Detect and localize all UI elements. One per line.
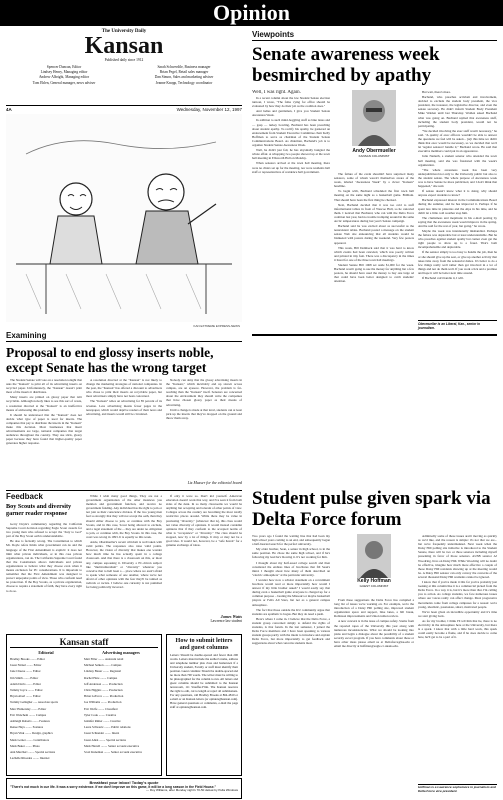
staff-entry: Renee Hays ........ Features: [10, 725, 44, 730]
quote-box-title: Breakfast your inbox! Today's quote: [89, 780, 159, 785]
staff-entry: Ann Marchert ........ Special sections: [10, 750, 56, 755]
column-paragraph: Maybe the week was intentionally mishandled. Perhaps the failure was deplorable but at least understandable. But he who preaches against student apathy but cannot even get the right people to show up is a fraud. That's both incomprehensible and deplorable.: [418, 229, 497, 250]
masthead-staff-line: Spencer Duncan, Editor: [46, 65, 82, 69]
column-paragraph: Bachand, who preaches activism and involvement, decided to exclude the student body president, the vice president, the treasurer, the legislative director, and even the senate secretary. He didn't inform Student Body President Mike Walden until last Thursday. Walden asked Bachand what was going on. Bachand replied that awareness stuff, including the student body president, would not be participating.: [418, 95, 497, 128]
column-paragraph: In addition to such mind-boggling stuff as bike lanes and — gasp — turkey bowling, Bachand has been preaching about student apathy. To rectify his apathy, he garnered an endorsement from Student Executive Committee chair Kelly Hoffman to serve as chairman of the Student Senate Communications Board. As chairman, Bachand's job is to organize Student Senate Awareness Week.: [252, 118, 330, 148]
feedback-label: Feedback: [6, 492, 43, 501]
staff-entry: Mark Harrell ........ Senior account executive: [84, 743, 140, 748]
date-line: Wednesday, November 12, 1997: [176, 107, 242, 112]
guest-headline: Student pulse given spark via Delta Force forum: [252, 488, 491, 530]
guest-paragraph: The fact that those outside the KU community argue that students are apathetic is bogus. But they do need a push.: [252, 607, 330, 616]
editorial-body-col2: [86, 378, 162, 486]
column-paragraph: Well, he didn't just fail, he has abysmally bungled the whole affair. A whopping two people showed up at the town hall meeting in Ellsworth Hall on Monday.: [252, 148, 330, 161]
staff-entry: Marc Hamersley ........ Editor: [10, 706, 47, 711]
staff-entry: Jim Smith ........ Editor: [10, 675, 39, 680]
quote-text: "There's not much in our life. It was a sorry existence. If we don't improve on this game, it will be a long season in the Field House.": [10, 785, 217, 789]
guest-paragraph: Admittedly some of these issues aren't moving as quickly as we'd like, and the reason is simple: it's not that we are... but we're frequently undermanned. Next week when the Daisy Hill polling site initiative is introduced to the Student Senate, there will be two or three senators including myself presenting in favor of those senators. AUSB senator AJ Woodring, lives on Daisy Hill. While Woodring will no doubt be effective, imagine how much more effective a couple of those Daisy Hill residents showing up at the meeting would be. A Daisy Hill senator can only convey the concerns of the several thousand Daisy Hill residents cannot be ignored.: [418, 534, 497, 579]
editorial-paragraph: Many inserts are printed on glossy paper that isn't recyclable. Although nobody likes to see this sort of waste, a resolution directed at the "Kansan" is an ineffective means of addressing this problem.: [6, 395, 82, 412]
dateline-rule: [6, 105, 242, 106]
column-paragraph: "We decided involving the exec staff wasn't necessary," he said. "A quality of exec officers wouldn't be able to answer the questions we feel will be asked... [A]t this time we didn't think that exec would be necessary, so we decided that we'd let 'regular senators' handle it," Bachand wrote. He said that executive members could put in an appearance.: [418, 128, 497, 154]
editorial-body-col3: [166, 378, 242, 478]
guest-paragraph: We've been given an incredible opportunity and it's time we start giving back.: [418, 609, 497, 618]
editorial-paragraph: A resolution directed at the "Kansan" is not likely to change the marketing strategies of national companies. In the past, the "Kansan" has offered a discount to advertisers who chose to print their inserts on recyclable paper, but most advertisers simply have not been concerned.: [86, 378, 162, 399]
column-paragraph: In a recent column about the low Student Senate election turnout, I wrote, "The folks vying for office should be evaluated by how they do their job as the coalition does.": [252, 96, 330, 109]
guest-paragraph: A new concern is in the issue of campus safety. Stems from the reported rapes of the University this year along with numerous inconsistencies. What we should be looking into plans and begin a dialogue about the possibility of a student security escort program. If you have comments about these or have other ideas please email us at Deltaforce@ku.edu or email me directly at hoffman@eagle.cc.ukans.edu.: [334, 619, 414, 649]
guest-paragraph: My older brother, Sean, a senior in high school, is in the same position. He chose the same high school, and if he's following my lead he's blowing it. It's not working for him.: [252, 547, 330, 560]
staff-col-head: Editorial: [38, 650, 54, 655]
staff-col-head: Advertising managers: [102, 650, 140, 655]
staff-entry: Bryan Vink ........ Design, graphics: [10, 731, 53, 736]
staff-entry: Rachel Hare ........ Campus: [84, 675, 118, 680]
examining-label: Examining: [6, 331, 47, 340]
feedback-paragraph: Aside, Obermueller's recent criticism is well taken with valid points. The responses also raise valid points. However, the vision of diversity that makes one wonder how much time he has actually spent in a college classroom. And that there is a classroom on this, or most any, campus espousing it. Diversity a PC-driven subject like "multiculturalism" or "diversity" whatever you conceive that to hell been a ... place where we aren't afraid to speak what someone of one another, where we're not afraid of other opinions with the fear they'll be tainted as radicals or racists. I believe one curiosity is not punished for being politically incorrect.: [86, 540, 162, 590]
masthead-staff-line: Sarah Schwerdtle, Business manager: [157, 65, 211, 69]
staff-entry: Lindsay Bauer ........ Regional: [84, 669, 122, 674]
column-paragraph: To begin with, Bachand scheduled the first town hall meeting on the same night as a basketball game. Brilliant. That should have been the first thing he checked.: [334, 189, 414, 202]
staff-entry: Mark Lerner ........ Contributors: [10, 737, 50, 742]
guest-paragraph: I know that if you've made it this far you've probably just looking at this column like it is a commercial picked from the Delta Force. In a way it is, but it's more than that. I'm calling you to action. As college students, we face numerous issues where our voices really can affect change. Most progressive movements come from college campuses for a reason: we're young, idealistic, passionate, smart, motivated people.: [418, 580, 497, 609]
cartoon-credit: KAN EXTREME EXPRESS-NEWS: [193, 324, 240, 328]
staff-entry: Tommy Gallagher ..... Associate sports: [10, 700, 58, 705]
masthead-staff-line: Jeanne Knopp, Technology coordinator: [155, 80, 213, 85]
submit-title: How to submit letters and guest columns: [175, 637, 233, 651]
masthead-staff-line: Tom Eblen, General manager, news adviser: [32, 80, 96, 85]
guest-paragraph: Here's where I come in. I believe that the Delta Force, a student group concerned simply to defend the rights of students, is that forum. In the last semester, I joined the Delta Force members and I have been speaking to various student groups partly with the intent to introduce and explain Delta Force, but more importantly to get feedback and suggestions about what concerns students most.: [252, 616, 330, 646]
staff-entry: Jennifer Rimer ........ Creative: [84, 719, 121, 724]
staff-entry: Mark Baker ........ Photo: [10, 743, 40, 748]
staff-entry: Brian LaForce ........ Production: [84, 694, 124, 699]
staff-entry: Adam Davis ........ Editor: [10, 681, 42, 686]
guest-footnote: Hoffman is a Lawrence sophomore in journalism and Delta Force vice president.: [418, 785, 496, 793]
column-footnote-rule: [418, 320, 497, 321]
feedback-paragraph: If only it were so. Don't kid yourself. American education doesn't work that way, and I've seen it from both sides of the desk. In so many classrooms we would be anything but accepting and tolerant of other points of view. Colleges across the country are becoming the most totally restrictive places around. While there may be value in promoting "diversity," (whatever that is), this class would not value diversity of opinions. It would instead condemn opinions that if they conform to the accepted norms of what is "acceptance" or "diversity." The class should be stopped, now by a lot of things. It may or may not be a good idea. It would not, however, be a "safe haven" for a genuine exchange of ideas.: [166, 494, 242, 548]
guest-paragraph: As for my brother, I think I'll tell him that he, there is no electricity in the atmosphere here at the University, but there is a spark. I know that with a little hard work, this spark could easily become a flame, and if he does decide to come here, he'll get to be a part of it.: [418, 618, 497, 640]
column-paragraph: The failure of the event shouldn't have surprised many senators, some of whom weren't themselves aware of the week, labeled "Awareness Week" by a clever "Kansan" headline.: [334, 172, 414, 189]
editorial-paragraph: It should be understood that the "Kansan" does not decide what type of paper is used for inserts. The companies that pay to distribute the inserts in the "Kansan" make this decision. Most businesses that insert advertisements are large, national companies that target audiences throughout the country. They use slick, glossy paper because they have found that higher-quality paper generates higher response.: [6, 412, 82, 446]
column-paragraph: The clumsiness and ineptitude in his e-mail posting by saying that the awareness week would improve in the spring. And he said for the rest of year, but going." he wrote.: [418, 215, 497, 228]
feedback-sig-role: Lawrence law student: [210, 619, 242, 623]
guest-author-name: Kelly Hoffman: [357, 578, 391, 584]
column-body-col1: [252, 90, 330, 328]
column-paragraph: This week, Bill Dembeck said that it was hard to know which events had been canceled, which was poorly written and printed in tiny font. There was a discrepancy in the times it listed for one of the three town hall meetings.: [334, 245, 414, 262]
column-paragraph: Julie Nameth, a student senator who attended the town hall meeting, said she was frustrated with the week's organization.: [418, 154, 497, 167]
editorial-cartoon: [6, 114, 242, 328]
staff-editorial-col: [10, 650, 82, 761]
masthead: [6, 29, 242, 101]
column-paragraph: Student Senate Bill 1068 set aside $1,000 for the week. Bachand wasn't going to use the money for anything but a few posters, he should have used the money to buy one large ad that could have been better designed to catch students' attention.: [334, 262, 414, 284]
masthead-staff-line: Brian Pegel, Retail sales manager: [159, 70, 209, 75]
editorial-credit: Liz Musser for the editorial board: [187, 480, 242, 485]
staff-box-title: Kansan staff: [10, 637, 158, 648]
staff-entry: Laura Schwartz ........ Public relations: [84, 725, 131, 730]
section-title-bar: [0, 0, 503, 26]
column-paragraph: When senators arrived at the town hall meeting, there were no chairs set up for the meeting, nor were residents hall staff or representatives of residence hall government.: [252, 161, 330, 174]
staff-entry: Tammy Joyce ........ Editor: [10, 688, 43, 693]
staff-entry: Jason Allen ........ Special sections: [84, 737, 126, 742]
column-paragraph: If the senator simply is too busy to handle the job, then he or she should give up the seat, or give up another activity that takes time away from the senatorial duties. It's better to do a few things really well rather than get involved in a lot of things and not do them well. If you work a lick and a promise and hope it will be better next time around.: [418, 250, 497, 275]
staff-entry: Eric Wolfe ........ Classified: [84, 706, 118, 711]
page-number: 4A: [6, 107, 12, 112]
column-paragraph: And ladies and gentlemen, I give you Student Senate Awareness Week.: [252, 109, 330, 118]
column-body-col2: [334, 172, 414, 328]
column-author-name: Andy Obermueller: [352, 148, 396, 154]
staff-entry: Chris Higgins ........ Production: [84, 688, 123, 693]
masthead-logo: Kansan: [84, 33, 164, 59]
column-paragraph: If senate doesn't know what it is doing, why should anyone expect students to know?: [418, 189, 497, 198]
feedback-body-col3: [166, 494, 242, 612]
quote-attribution: — Roy Williams, after Monday night's 70-50 defeat by Pella Windows: [146, 788, 238, 792]
section-title: Opinion: [212, 0, 291, 25]
guest-paragraph: From these suggestions the Delta Force has compiled a long list of issues we're working on. For example, we're the introduction of a Daisy Hill polling site, improved student organization space and support, bike lanes, a bill break, Robinson improvements and Union tuition review.: [334, 598, 414, 619]
guest-body-col3: [418, 534, 497, 782]
editorial-headline: Proposal to end glossy inserts noble, except Senate has the wrong target: [6, 345, 214, 375]
editorial-body-col1: [6, 378, 82, 486]
column-paragraph: Bachand expressed interest in the Communications Board during the summer, and he has improved it. Perhaps if he spent less time in pizzerias and the Alps in his time, and he didn't let a little cold weather stop him.: [418, 198, 497, 215]
feedback-headline: Boy Scouts and diversity garner reader response: [6, 503, 72, 517]
staff-box: [6, 634, 162, 776]
column-paragraph: "The whole awareness week has been very underpublicized not only to the University public but also to the student senate. The whole purpose of Awareness week was to have Senate be more publicized, and I don't think that happened," she said.: [418, 167, 497, 189]
editorial-paragraph: The "Kansan" relies on advertising for 85 percent of its revenue. Less advertising means fewer pages in the newspaper, which would deprive readers of their news and advertising, and inserts would still be circulated.: [86, 399, 162, 416]
column-paragraph: If Bachand can't handle it, I will.: [422, 276, 464, 281]
guest-rule: [252, 334, 497, 336]
staff-entry: Lachelle Rhoades ........ Internet: [10, 756, 50, 761]
feedback-paragraph: He also is factually wrong. The Constitution to which Mr. Doyle refers limits what government can do and the language of the First Amendment is explicit: it does not limit what private individuals, or in this case private organizations, can do. The California Supreme Court found that the Constitution allows individuals and private organizations to believe what they choose even when it means exclusion for PC considerations. It is important to remember that the First Amendment was designed to protect unpopular points of view. Those who conform need no protection. If the Boy Scouts, as a private organization, choose to require a statement of faith, they have every right to do so.: [6, 539, 82, 593]
submit-box: [166, 634, 242, 776]
editorial-paragraph: Until a change is made at that level, students can at least pick up the inserts that they've dropped on the ground and throw them away.: [166, 407, 242, 420]
quote-box: [6, 778, 242, 799]
author-photo: [352, 90, 396, 146]
feedback-body-col1: [6, 522, 82, 632]
column-author-box: [334, 90, 414, 170]
guest-author-box: [334, 534, 414, 596]
viewpoints-label: Viewpoints: [252, 30, 295, 39]
staff-entry: Scott Kuneman ........ Senior account executive: [84, 750, 142, 755]
staff-entry: Bryan Aberl ........ Editor: [10, 694, 41, 699]
feedback-signature: [166, 614, 242, 623]
masthead-tagline: Published daily since 1912: [104, 58, 144, 62]
staff-entry: Jason Schneider ........ Intern: [84, 731, 120, 736]
editorial-paragraph: The Student Senate will vote on a resolution tonight that asks the "Kansan" to print all of its advertising inserts on recycled paper. Unfortunately, the "Kansan" doesn't print most of the inserts it distributes.: [6, 378, 82, 395]
guest-body-col1: [252, 534, 330, 796]
guest-paragraph: I thought about my half-assed college search and then considered the endless lines of brochures that fill Sean's mind. I thought about how many of them described an "electric atmosphere" at the particular university.: [252, 560, 330, 577]
viewpoints-rule: [252, 40, 497, 41]
masthead-staff-line: Lindsey Henry, Managing editor: [40, 70, 88, 75]
cartoon-drawing: [6, 114, 242, 322]
masthead-paper-name: The University Daily: [101, 29, 147, 34]
column-author-role: KANSAN COLUMNIST: [358, 154, 390, 158]
column-paragraph: But wait, there's more.: [422, 90, 451, 94]
staff-entry: Jane Cheese ........ Editor: [10, 669, 41, 674]
editorial-paragraph: Nobody can deny that the glossy advertising inserts in the "Kansan," which inevitably end up strewn across campus, are an eyesore. However, the problem is far-reaching than the "Kansan" itself. Senators are concerned about the environment they should write the companies that have chosen glossy paper as their means of advertising.: [166, 378, 242, 407]
feedback-paragraph: While I wish many good things, They are not a government organization of the other instances you mention and government function, and receive no government funding. Any individual has the right to join or not join as their conscience dictates. If the two young men feel so strongly that they will not accept the oath, then they should either choose to join, or continue with the Boy Scouts, and in this case, Scout being allowed to exclude, and a legal statement of the ... they are under no obligation to join, or continue with, the Boy Scouts. In this case, the court was wrong in 1993. It is equally so this week.: [86, 494, 162, 539]
column-paragraph: Next, Bachand decided that it was too cold to staff informational tables in front of Wescoe Hall, so he canceled them. I noticed that Bachand, who ran with the Delta Force coalition last year, had no trouble tromping around in the same Arctic temperatures during last year's Senate campaign.: [334, 202, 414, 224]
guest-paragraph: Two years ago I found the waiting line that had been my high school years coming to an end, and subsequently began a half-hearted search for the perfect university.: [252, 534, 330, 547]
guest-body-col2: [334, 598, 414, 796]
feedback-body-col2: [86, 494, 162, 632]
masthead-staff-line: Dan Simon, Sales and marketing adviser: [154, 75, 214, 80]
column-paragraph: Well, I was right. Again.: [252, 90, 301, 95]
feedback-rule: [6, 490, 242, 491]
guest-paragraph: I wonder how now a scholar statement on a recruitment brochure would read or more importantly how would I answer if my little brother asked? I would easily say that during even a basketball game everyone is charged up for a common purpose – beating the Missouri or maybe basketball players or Felix All Stars, but not as a general campus atmosphere.: [252, 577, 330, 607]
guest-author-photo: [357, 534, 391, 578]
staff-advertising-col: [84, 650, 158, 761]
feedback-paragraph: Gerry Doyle's commentary regarding the California Supreme Court decision regarding Eagle Scout awards for two young men who refused to accept the "duty to God" part of the Boy Scout oath is understandable.: [6, 522, 82, 539]
column-body-col3: [418, 90, 497, 318]
column-paragraph: Bachand said he was excited about as successful as the nonexistent tables. Bachand posted a message on the student senate Web site announcing that all students would be blanketed with posters during the weekend. Very few posters appeared.: [334, 224, 414, 245]
staff-entry: Eric Wanchem ........ Campus: [10, 712, 47, 717]
examining-rule: [6, 341, 242, 342]
guest-author-role: GUEST COLUMNIST: [359, 584, 389, 588]
staff-entry: Bradley Brooks ........ Editor: [10, 657, 45, 661]
feedback-sig-name: James Watts: [220, 614, 242, 619]
staff-entry: Michael Selkon ........ Campus: [84, 663, 122, 668]
staff-entry: Jeff Anderson ........ Production: [84, 681, 123, 686]
column-headline: Senate awareness week besmirched by apathy: [252, 44, 440, 86]
staff-entry: Matt Filler ........ Assistant retail: [84, 657, 124, 661]
staff-entry: Tyler Cook ........ Creative: [84, 712, 117, 717]
submit-body: Letters: Should be double-spaced and fewer than 200 words. Letters must include the author's name, address and telephone number plus class and hometown if a University student, Faculty or staff must identify their position. Guest columns: Should be double-spaced and no more than 700 words. The writer must be willing to be photographed for the column to run. All letters and guest columns should be submitted to the Kansan newsroom, 111 Stauffer-Flint. The Kansan reserves the right to edit, cut to length or reject all submissions. For any questions, call Bradley Brooks at 864-4810 or e-mail or an Kansan letters (or opinion@kansan.com). Have general questions or comments, e-mail the page staff at opinion@kansan.com.: [170, 653, 238, 709]
staff-entry: Joe Williams ........ Production: [84, 700, 122, 705]
masthead-staff-line: Andrew Albright, Managing editor: [38, 75, 90, 80]
staff-entry: Ashleigh Roberts ........ Features: [10, 719, 50, 724]
staff-entry: Jason Nickel ........ Editor: [10, 663, 42, 668]
column-footnote: Obermueller is an Liberal, Kan., senior in journalism.: [418, 322, 480, 330]
